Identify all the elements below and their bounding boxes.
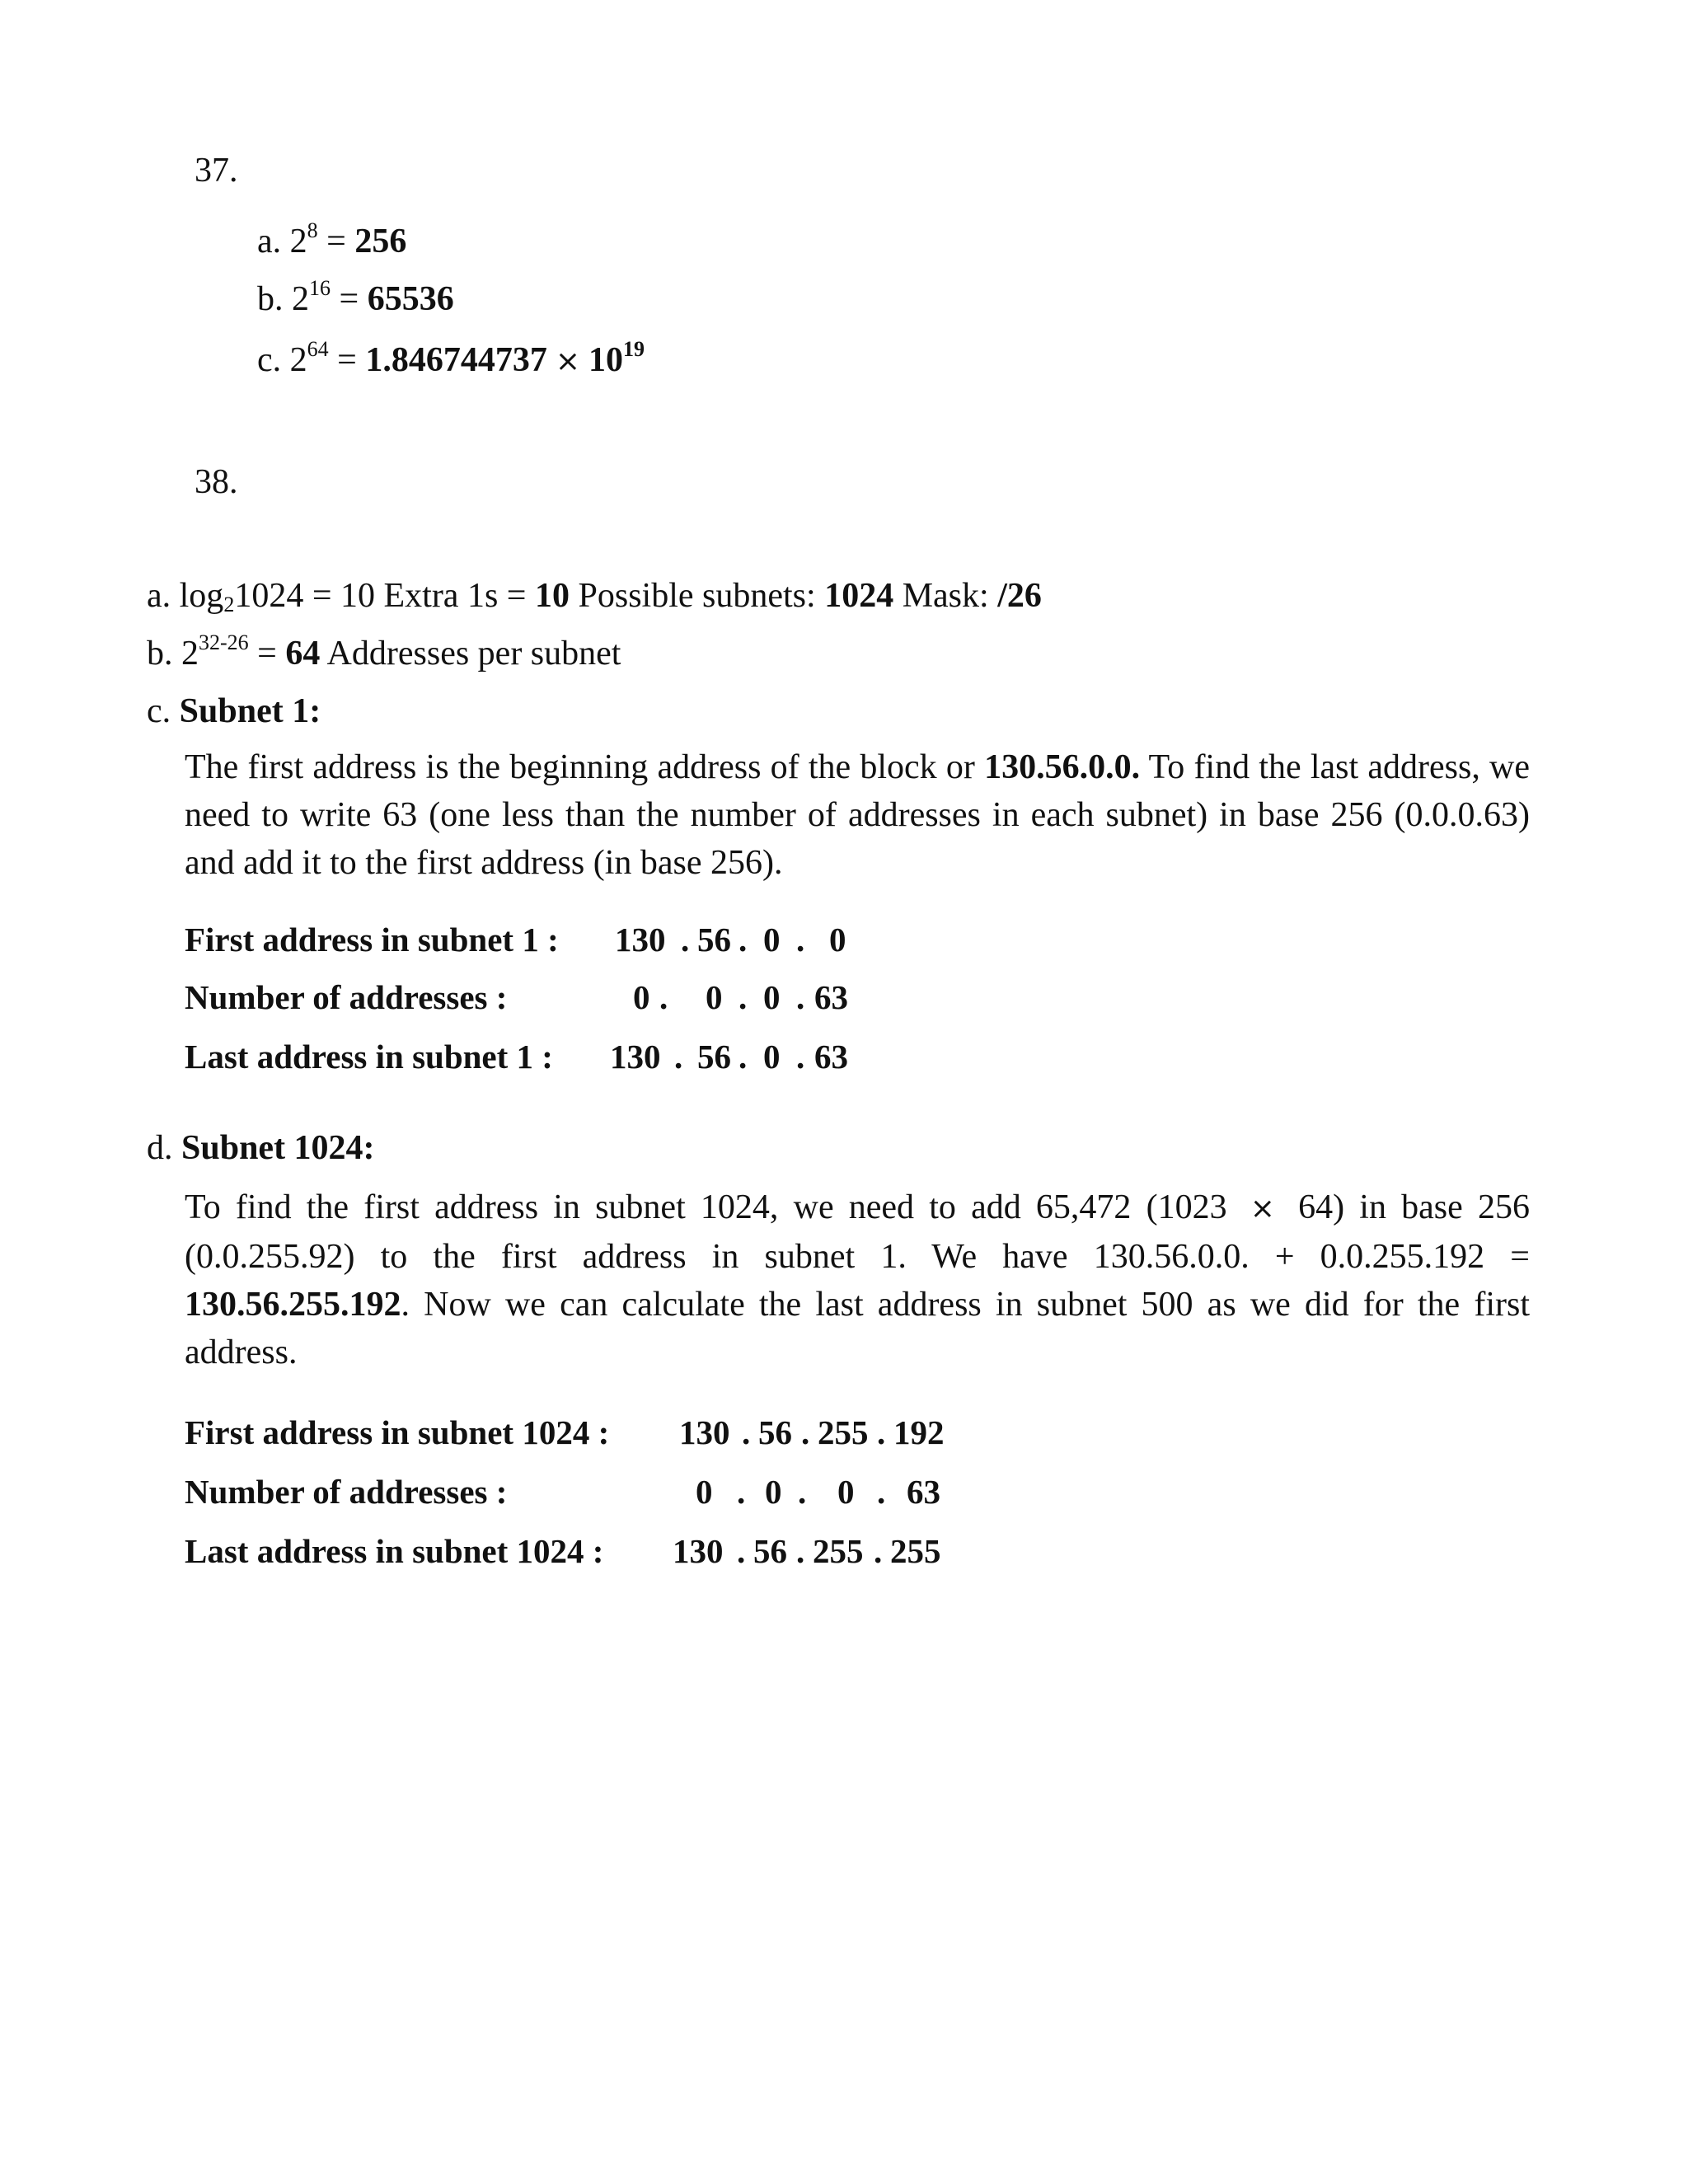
answer-37a-exponent: 8 <box>307 218 318 242</box>
octet-2: 56 <box>697 1038 731 1076</box>
answer-38a-mask: /26 <box>997 577 1042 615</box>
octet-dot: . <box>796 1532 805 1570</box>
octet-dot: . <box>674 1038 683 1076</box>
octet-4: 63 <box>814 1038 848 1076</box>
answer-38b-suffix: Addresses per subnet <box>320 635 621 673</box>
answer-38a-log-base: 2 <box>223 593 235 616</box>
octet-dot: . <box>874 1532 883 1570</box>
octet-4: 63 <box>814 978 848 1016</box>
octet-dot: . <box>796 921 805 958</box>
answer-38b-exponent: 32-26 <box>199 630 249 654</box>
octet-dot: . <box>798 1473 807 1511</box>
octet-2: 56 <box>758 1413 792 1451</box>
answer-37a-result: 256 <box>354 223 407 260</box>
section-38c-heading <box>147 694 321 729</box>
answer-37b-prefix: b. 2 <box>257 280 309 318</box>
answer-38a-extra: 10 <box>534 577 570 615</box>
octet-4: 255 <box>890 1532 941 1570</box>
row-label: First address in subnet 1 : <box>185 921 559 958</box>
octet-2: 56 <box>697 921 731 958</box>
octet-4: 0 <box>829 921 846 958</box>
multiply-sign: × <box>1250 1192 1275 1226</box>
octet-2: 56 <box>753 1532 787 1570</box>
section-38c-paragraph <box>185 743 1530 887</box>
octet-dot: . <box>796 978 805 1016</box>
octet-3: 0 <box>837 1473 855 1511</box>
answer-37c-base-exponent: 19 <box>623 337 645 361</box>
octet-dot: . <box>738 1038 748 1076</box>
octet-3: 255 <box>813 1532 864 1570</box>
section-38d-para-bold: 130.56.255.192 <box>185 1286 401 1324</box>
octet-dot: . <box>738 978 748 1016</box>
section-38d-title: Subnet 1024: <box>181 1129 375 1167</box>
answer-38a-subnets: 1024 <box>824 577 894 615</box>
row-label: Number of addresses : <box>185 1473 508 1511</box>
octet-1: 130 <box>673 1532 724 1570</box>
octet-dot: . <box>738 921 748 958</box>
answer-37a-prefix: a. 2 <box>257 223 307 260</box>
answer-37b-result: 65536 <box>367 280 454 318</box>
octet-4: 192 <box>893 1413 945 1451</box>
octet-1: 0 <box>633 978 650 1016</box>
answer-37b <box>257 276 454 318</box>
row-label: Last address in subnet 1024 : <box>185 1532 604 1570</box>
octet-1: 130 <box>679 1413 730 1451</box>
question-number-37: 37. <box>195 152 238 190</box>
octet-dot: . <box>877 1413 886 1451</box>
octet-dot: . <box>742 1413 751 1451</box>
answer-37c-mantissa: 1.846744737 <box>365 341 547 379</box>
question-number-38: 38. <box>195 463 238 501</box>
section-38c-title: Subnet 1: <box>179 692 321 730</box>
octet-3: 0 <box>763 1038 781 1076</box>
answer-38b-equals: = <box>248 635 286 673</box>
answer-37c-exponent: 64 <box>307 337 329 361</box>
octet-dot: . <box>681 921 690 958</box>
section-38c-para-bold: 130.56.0.0. <box>984 748 1141 786</box>
multiply-sign: × <box>555 344 581 378</box>
answer-37b-exponent: 16 <box>309 276 331 300</box>
octet-2: 0 <box>706 978 723 1016</box>
answer-37c-base: 10 <box>588 341 624 379</box>
octet-4: 63 <box>907 1473 940 1511</box>
answer-37c <box>257 337 645 379</box>
answer-38a <box>147 577 1042 616</box>
section-38d-paragraph <box>185 1183 1530 1376</box>
section-38d-para-2: 64) in base 256 (0.0.255.92) to the first address in subnet 1. We have 130.56.0.0. + 0.0.255.192 = <box>185 1188 1530 1276</box>
section-38c-para-1: The first address is the beginning address of the block or <box>185 748 985 786</box>
octet-dot: . <box>737 1473 746 1511</box>
section-38d-para-3: . Now we can calculate the last address in subnet 500 as we did for the first address. <box>185 1286 1530 1371</box>
answer-38a-prefix: a. log <box>147 577 224 615</box>
section-38d-para-1: To find the first address in subnet 1024, we need to add 65,472 (1023 <box>185 1188 1242 1226</box>
answer-37c-prefix: c. 2 <box>257 341 307 379</box>
row-label: Last address in subnet 1 : <box>185 1038 553 1076</box>
answer-37c-equals: = <box>328 341 366 379</box>
section-38c-label: c. <box>147 692 180 730</box>
answer-38b-value: 64 <box>285 635 321 673</box>
octet-1: 130 <box>610 1038 661 1076</box>
answer-37b-equals: = <box>331 280 368 318</box>
answer-38b <box>147 630 621 673</box>
section-38c-para-2: To find the last address, we need to write 63 (one less than the number of addresses in each subnet) in base 256 (0.0.0.63) and add it to the first address (in base 256). <box>185 748 1530 882</box>
octet-1: 0 <box>696 1473 713 1511</box>
octet-3: 255 <box>818 1413 869 1451</box>
octet-dot: . <box>796 1038 805 1076</box>
octet-1: 130 <box>615 921 666 958</box>
octet-3: 0 <box>763 921 781 958</box>
octet-2: 0 <box>765 1473 782 1511</box>
section-38d-label: d. <box>147 1129 181 1167</box>
answer-38b-prefix: b. 2 <box>147 635 199 673</box>
answer-38a-expr: 1024 = 10 Extra 1s = <box>234 577 535 615</box>
answer-37a <box>257 218 407 260</box>
answer-38a-subnets-label: Possible subnets: <box>569 577 825 615</box>
octet-dot: . <box>737 1532 746 1570</box>
answer-38a-mask-label: Mask: <box>893 577 998 615</box>
row-label: Number of addresses : <box>185 978 508 1016</box>
octet-dot: . <box>801 1413 810 1451</box>
octet-dot: . <box>659 978 668 1016</box>
octet-dot: . <box>877 1473 886 1511</box>
octet-3: 0 <box>763 978 781 1016</box>
row-label: First address in subnet 1024 : <box>185 1413 610 1451</box>
section-38d-heading <box>147 1131 375 1165</box>
answer-37a-equals: = <box>317 223 355 260</box>
